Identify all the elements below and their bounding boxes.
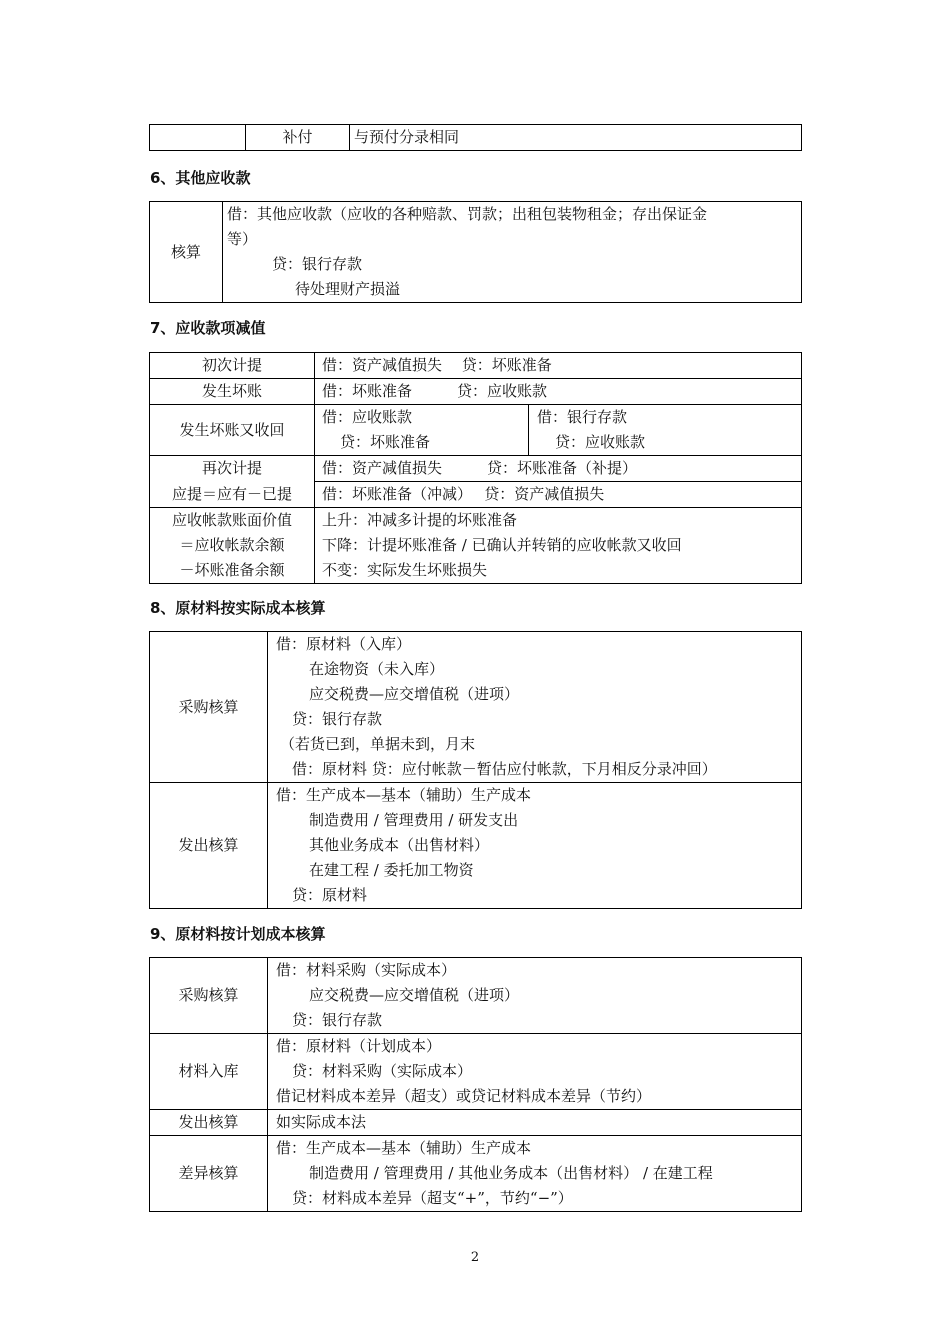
entry-line: 贷：坏账准备	[340, 433, 431, 451]
entry-cell: 借：资产减值损失 贷：坏账准备	[315, 353, 802, 379]
label-line: 应收帐款账面价值	[171, 511, 292, 529]
entry-cell	[268, 1136, 802, 1212]
section-heading: 8、原材料按实际成本核算	[150, 599, 326, 617]
label-line: －坏账准备余额	[179, 561, 285, 579]
entry-line: 制造费用 / 管理费用 / 研发支出	[309, 811, 519, 829]
row-label: 发生坏账又收回	[150, 405, 315, 456]
section-heading: 9、原材料按计划成本核算	[150, 925, 326, 943]
entry-cell	[529, 405, 802, 456]
row-label: 采购核算	[150, 958, 268, 1034]
row-label: 应提＝应有－已提	[150, 482, 315, 508]
entry-line: （若货已到，单据未到，月末	[280, 735, 476, 753]
entry-line: 借：其他应收款（应收的各种赔款、罚款；出租包装物租金；存出保证金	[227, 205, 708, 223]
entry-line: 贷：应收账款	[555, 433, 646, 451]
table-cell: 与预付分录相同	[350, 125, 802, 151]
entry-cell: 借：坏账准备 贷：应收账款	[315, 379, 802, 405]
label-line: ＝应收帐款余额	[179, 536, 285, 554]
entry-line: 贷：银行存款	[292, 710, 383, 728]
row-label: 差异核算	[150, 1136, 268, 1212]
table-other-receivables	[149, 201, 802, 303]
entry-line: 应交税费—应交增值税（进项）	[309, 685, 520, 703]
entry-line: 待处理财产损溢	[295, 280, 401, 298]
row-label: 发出核算	[150, 783, 268, 909]
entry-line: 不变：实际发生坏账损失	[322, 561, 488, 579]
entry-line: 应交税费—应交增值税（进项）	[309, 986, 520, 1004]
table-planned-cost	[149, 957, 802, 1212]
entry-line: 贷：材料采购（实际成本）	[292, 1062, 473, 1080]
table-cell	[150, 125, 246, 151]
row-label: 发出核算	[150, 1110, 268, 1136]
entry-line: 等）	[227, 230, 258, 248]
entry-line: 借：原材料（入库）	[276, 635, 412, 653]
entry-line: 借：生产成本—基本（辅助）生产成本	[276, 786, 532, 804]
entry-line: 借：生产成本—基本（辅助）生产成本	[276, 1139, 532, 1157]
row-label: 发生坏账	[150, 379, 315, 405]
entry-line: 制造费用 / 管理费用 / 其他业务成本（出售材料） / 在建工程	[309, 1164, 713, 1182]
table-actual-cost	[149, 631, 802, 909]
entry-line: 借记材料成本差异（超支）或贷记材料成本差异（节约）	[276, 1087, 652, 1105]
entry-cell	[268, 783, 802, 909]
entry-line: 在途物资（未入库）	[309, 660, 445, 678]
entry-line: 贷：材料成本差异（超支“+”，节约“−”）	[292, 1189, 573, 1207]
entry-line: 上升：冲减多计提的坏账准备	[322, 511, 518, 529]
table-cell: 补付	[246, 125, 350, 151]
table-receivable-impairment	[149, 352, 802, 584]
section-heading: 6、其他应收款	[150, 169, 251, 187]
row-label	[150, 508, 315, 584]
entry-cell	[315, 508, 802, 584]
entry-line: 借：原材料（计划成本）	[276, 1037, 442, 1055]
entry-line: 借：原材料 贷：应付帐款－暂估应付帐款，下月相反分录冲回）	[292, 760, 717, 778]
entry-line: 借：应收账款	[322, 408, 413, 426]
row-label: 材料入库	[150, 1034, 268, 1110]
entry-line: 贷：银行存款	[272, 255, 363, 273]
row-label: 初次计提	[150, 353, 315, 379]
entry-cell	[315, 405, 529, 456]
entry-cell: 借：资产减值损失 贷：坏账准备（补提）	[315, 456, 802, 482]
entry-line: 下降：计提坏账准备 / 已确认并转销的应收帐款又收回	[322, 536, 682, 554]
entry-cell	[268, 1034, 802, 1110]
section-heading: 7、应收款项减值	[150, 319, 266, 337]
entry-cell: 借：坏账准备（冲减） 贷：资产减值损失	[315, 482, 802, 508]
entry-cell	[268, 958, 802, 1034]
entry-line: 其他业务成本（出售材料）	[309, 836, 490, 854]
row-label: 核算	[150, 202, 223, 303]
row-label: 采购核算	[150, 632, 268, 783]
row-label: 再次计提	[150, 456, 315, 482]
page-number: 2	[470, 1250, 480, 1265]
table-prepaid-tail	[149, 124, 802, 151]
entry-cell: 如实际成本法	[268, 1110, 802, 1136]
entry-line: 借：材料采购（实际成本）	[276, 961, 457, 979]
entry-line: 贷：原材料	[292, 886, 368, 904]
entry-line: 贷：银行存款	[292, 1011, 383, 1029]
entry-cell	[268, 632, 802, 783]
entry-cell	[223, 202, 802, 303]
entry-line: 在建工程 / 委托加工物资	[309, 861, 474, 879]
entry-line: 借：银行存款	[537, 408, 628, 426]
